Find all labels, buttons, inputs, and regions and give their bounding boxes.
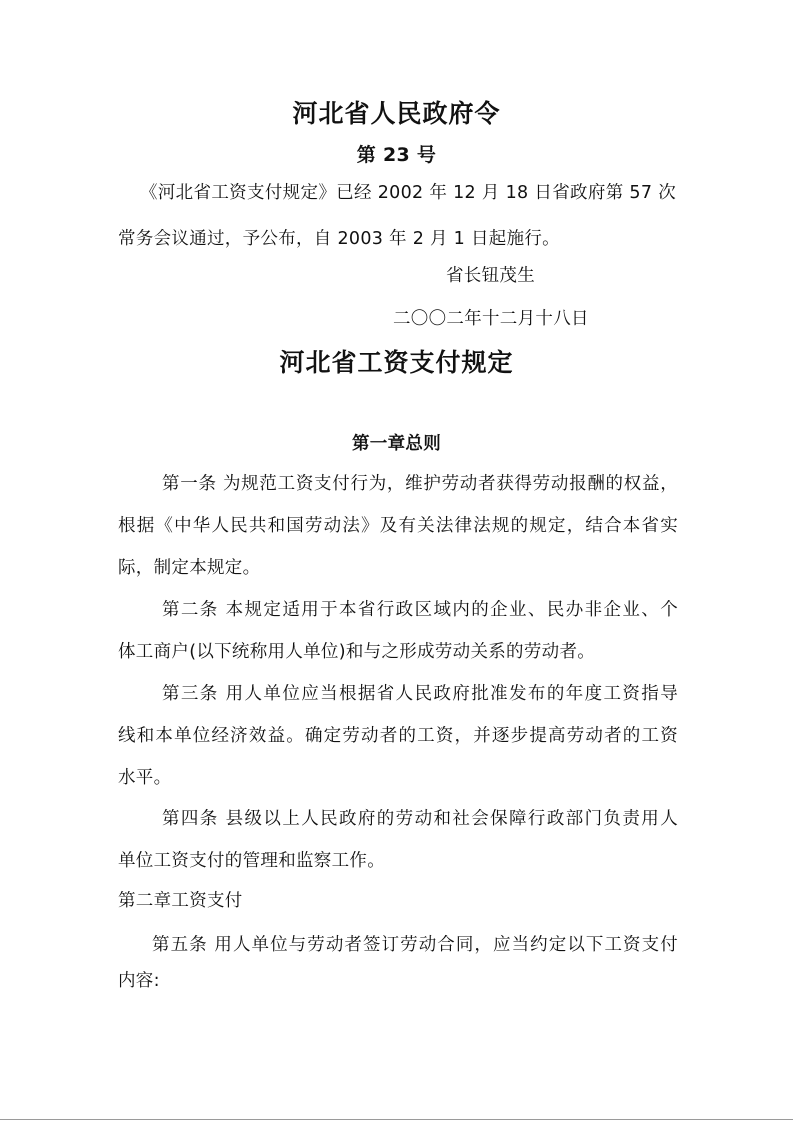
article-2-line-1: 第二条 本规定适用于本省行政区域内的企业、民办非企业、个 [162, 600, 678, 620]
article-1-line-3: 际，制定本规定。 [118, 558, 261, 578]
article-4-line-2: 单位工资支付的管理和监察工作。 [118, 851, 385, 871]
decree-signer: 省长钮茂生 [446, 266, 535, 286]
article-2-line-2: 体工商户(以下统称用人单位)和与之形成劳动关系的劳动者。 [118, 642, 596, 662]
regulation-title: 河北省工资支付规定 [279, 348, 514, 377]
decree-date: 二〇〇二年十二月十八日 [393, 309, 589, 329]
article-5-line-1: 第五条 用人单位与劳动者签订劳动合同，应当约定以下工资支付 [152, 935, 678, 955]
article-3-line-1: 第三条 用人单位应当根据省人民政府批准发布的年度工资指导 [162, 684, 678, 704]
article-5-line-2: 内容: [118, 971, 160, 991]
decree-text-line-1: 《河北省工资支付规定》已经 2002 年 12 月 18 日省政府第 57 次 [140, 183, 676, 203]
article-1-line-1: 第一条 为规范工资支付行为，维护劳动者获得劳动报酬的权益， [162, 474, 678, 494]
chapter-2-heading: 第二章工资支付 [118, 891, 243, 911]
decree-text-line-2: 常务会议通过，予公布，自 2003 年 2 月 1 日起施行。 [118, 229, 560, 249]
article-3-line-2: 线和本单位经济效益。确定劳动者的工资，并逐步提高劳动者的工资 [118, 726, 678, 746]
decree-title: 河北省人民政府令 [292, 99, 501, 128]
page-bottom-rule [0, 1119, 793, 1120]
article-4-line-1: 第四条 县级以上人民政府的劳动和社会保障行政部门负责用人 [162, 809, 678, 829]
chapter-1-heading: 第一章总则 [352, 434, 441, 454]
article-1-line-2: 根据《中华人民共和国劳动法》及有关法律法规的规定，结合本省实 [118, 516, 678, 536]
article-3-line-3: 水平。 [118, 768, 172, 788]
decree-number: 第 23 号 [356, 144, 437, 166]
